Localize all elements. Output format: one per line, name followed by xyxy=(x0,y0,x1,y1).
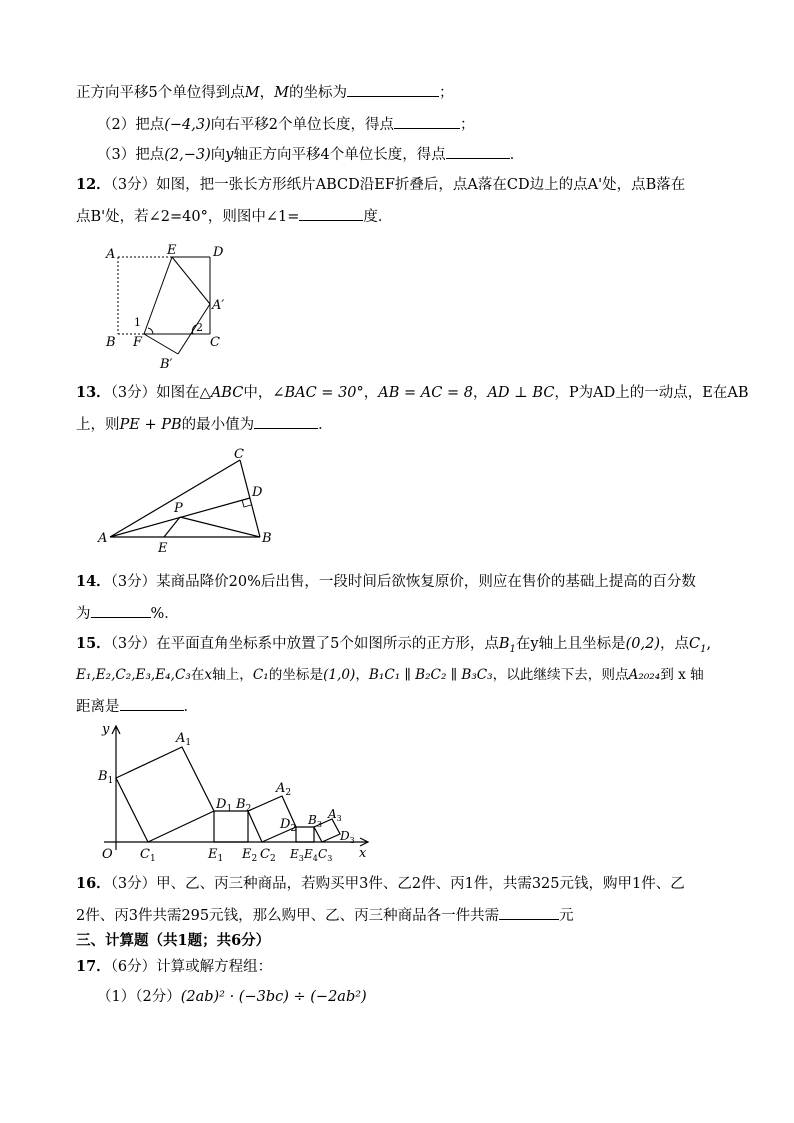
q12-figure xyxy=(100,242,240,372)
q16-line2: 2件、丙3件共需295元钱，那么购甲、乙、丙三种商品各一件共需 元 xyxy=(76,905,574,926)
answer-blank[interactable] xyxy=(499,905,559,920)
q12-line2: 点B'处，若∠2=40°，则图中∠1= 度． xyxy=(76,206,392,227)
label-p: P xyxy=(174,501,183,516)
q17-part1: （1）（2分）(2ab)² · (−3bc) ÷ (−2ab²) xyxy=(97,989,367,1005)
answer-blank[interactable] xyxy=(91,603,151,618)
answer-blank[interactable] xyxy=(394,114,460,129)
q15-line3: 距离是 ． xyxy=(76,696,198,717)
label-a: A xyxy=(98,531,108,546)
label-e: E xyxy=(158,541,168,556)
label-b1: $B_1$ xyxy=(98,769,114,786)
label-a3: $A_3$ xyxy=(328,807,342,823)
label-d1: $D_1$ xyxy=(216,797,233,814)
label-b3: $B_3$ xyxy=(308,813,322,829)
q12-line1: 12．（3分）如图，把一张长方形纸片ABCD沿EF折叠后，点A落在CD边上的点A'处，点B落在 xyxy=(76,176,686,193)
section-heading: 三、计算题（共1题；共6分） xyxy=(76,932,271,949)
label-e1: $E_1$ xyxy=(208,847,224,864)
label-f: F xyxy=(133,335,143,350)
angle-1-label: 1 xyxy=(134,316,141,329)
q14-line1: 14．（3分）某商品降价20%后出售，一段时间后欲恢复原价，则应在售价的基础上提高的百分数 xyxy=(76,573,696,590)
label-a: A xyxy=(106,247,116,262)
label-e4: $E_4$ xyxy=(304,847,318,863)
label-d: D xyxy=(252,485,263,500)
label-c: C xyxy=(234,447,244,462)
label-d2: $D_2$ xyxy=(280,817,297,834)
q15-line2: E₁,E₂,C₂,E₃,E₄,C₃在x轴上，C₁的坐标是(1,0)，B₁C₁ ∥ B₂C₂ ∥ B₃C₃，以此继续下去，则点A₂₀₂₄到 x 轴 xyxy=(76,667,704,683)
label-e2: $E_2$ xyxy=(242,847,258,864)
axis-y-label: y xyxy=(102,722,110,737)
origin-label: O xyxy=(102,847,113,862)
q13-line2: 上，则PE + PB的最小值为 ． xyxy=(76,414,333,435)
answer-blank[interactable] xyxy=(254,414,318,429)
q13-line1: 13．（3分）如图在△ABC中，∠BAC = 30°，AB = AC = 8，AD ⊥ BC，P为AD上的一动点，E在AB xyxy=(76,384,749,401)
label-a1: $A_1$ xyxy=(176,731,192,748)
q16-line1: 16．（3分）甲、乙、丙三种商品，若购买甲3件、乙2件、丙1件，共需325元钱，购甲1件、乙 xyxy=(76,875,685,892)
label-c: C xyxy=(210,335,220,350)
q17-line1: 17．（6分）计算或解方程组： xyxy=(76,958,273,975)
label-d3: $D_3$ xyxy=(340,829,355,845)
angle-2-label: 2 xyxy=(196,321,203,334)
q13-figure xyxy=(96,446,286,556)
q14-line2: 为 %． xyxy=(76,603,179,624)
label-b: B xyxy=(262,531,272,546)
label-b: B xyxy=(106,335,116,350)
answer-blank[interactable] xyxy=(299,206,363,221)
answer-blank[interactable] xyxy=(347,82,439,97)
q15-line1: 15．（3分）在平面直角坐标系中放置了5个如图所示的正方形，点$B_1$在y轴上且坐标是(0,2)，点$C_1$, xyxy=(76,635,712,655)
label-b-prime: B′ xyxy=(160,357,173,372)
label-a2: $A_2$ xyxy=(276,781,292,798)
answer-blank[interactable] xyxy=(446,144,510,159)
q11-line1: 正方向平移5个单位得到点M，M的坐标为 ； xyxy=(76,82,453,103)
label-e: E xyxy=(167,243,177,258)
label-c3: $C_3$ xyxy=(318,847,333,863)
label-c2: $C_2$ xyxy=(260,847,276,864)
q11-part2: （2）把点(−4,3)向右平移2个单位长度，得点 ； xyxy=(97,114,475,135)
label-c1: $C_1$ xyxy=(140,847,156,864)
axis-x-label: x xyxy=(359,846,367,861)
q15-figure xyxy=(96,720,386,870)
q11-part3: （3）把点(2,−3)向y轴正方向平移4个单位长度，得点 ． xyxy=(97,144,524,165)
label-a-prime: A′ xyxy=(212,298,225,313)
answer-blank[interactable] xyxy=(120,696,184,711)
label-d: D xyxy=(213,245,224,260)
label-b2: $B_2$ xyxy=(236,797,252,814)
label-e3: $E_3$ xyxy=(290,847,304,863)
